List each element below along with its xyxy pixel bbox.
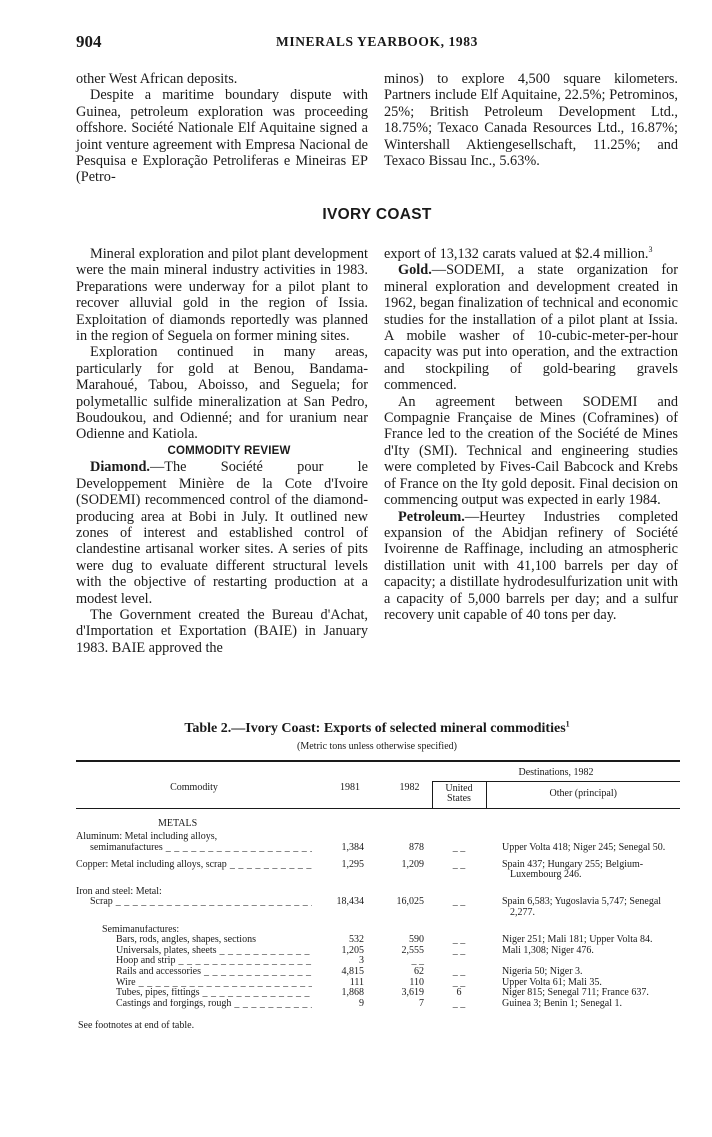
commodity-label: Tubes, pipes, fittings _ _ _ [116, 988, 312, 998]
commodity-label: Aluminum: Metal including alloys, [76, 832, 218, 843]
value-1981-cell: 1,384 [341, 841, 364, 853]
other-destinations-cell: Niger 251; Mali 181; Upper Volta 84. [502, 934, 653, 946]
value-1981-cell: 1,295 [341, 858, 364, 870]
petroleum-para [384, 509, 678, 624]
export-para [384, 246, 678, 262]
table-row [76, 956, 680, 967]
overview-para-1: Mineral exploration and pilot plant development were the main mineral industry activities in 1983. Preparations were underway for a pilot plant to recover alluvial gold in the region of Issia. Exploitation of diamonds reportedly was planned in the region of Seguela on former mining sites. [76, 246, 368, 345]
body-left-column [76, 246, 368, 656]
commodity-cell [76, 946, 312, 957]
intro-para-2: Despite a maritime boundary dispute with Guinea, petroleum exploration was proceeding offshore. Société Nationale Elf Aquitaine signed a joint venture agreement with Empresa Nacional de Pesquisa e Exploração Petroliferas e Mineiras EP (Petro- [76, 87, 368, 186]
commodity-label: Iron and steel: Metal: [76, 886, 162, 897]
united-states-cell: _ _ [452, 965, 466, 977]
value-1982-cell: 62 [414, 965, 424, 977]
commodity-cell [76, 887, 312, 898]
table-row [76, 946, 680, 957]
united-states-cell: _ _ [452, 997, 466, 1009]
commodity-label: Semimanufactures: [102, 924, 180, 935]
diamond-text: —The Société pour le Developpement Minière de la Cote d'Ivoire (SODEMI) recommenced control of the diamond-producing area at Bobi in July. It outlined new zones of interest and established control of clandestine artisanal worker sites. A series of pits were dug to evaluate different structural levels with the objective of restarting production at a modest level. [76, 459, 368, 607]
value-1982-cell: 878 [409, 841, 424, 853]
value-1981-cell: 532 [349, 934, 364, 946]
running-header [76, 32, 678, 52]
overview-para-2: Exploration continued in many areas, particularly for gold at Benou, Bandama-Marahoué, Tabou, Aboisso, and Seguela; for polymetallic sulfide mineralization at San Pedro, Boudoukou, and Odienné; and for uranium near Odienne and Katiola. [76, 344, 368, 443]
intro-right-column [384, 71, 678, 169]
united-states-cell: _ _ [452, 944, 466, 956]
table-header [76, 761, 680, 808]
petroleum-text: —Heurtey Industries completed expansion of the Abidjan refinery of Société Ivoirenne de Raffinage, including an atmospheric distillation unit with 41,100 barrels per day of capacity; a distillate hydrodesulfurization unit with a capacity of 5,000 barrels per day; and a sulfur recovery unit capable of 40 tons per day. [384, 508, 678, 623]
commodity-label: Rails and accessories _ _ _ [116, 967, 312, 977]
value-1982-cell: _ _ [411, 955, 424, 967]
commodity-cell [76, 956, 312, 967]
section-title: IVORY COAST [322, 206, 432, 223]
table-row [76, 860, 680, 881]
table-row [76, 999, 680, 1010]
header-commodity: Commodity [76, 768, 312, 808]
other-destinations-cell: Spain 6,583; Yugoslavia 5,747; Senegal 2,277. [502, 896, 662, 918]
other-destinations-cell: Upper Volta 61; Mali 35. [502, 976, 602, 988]
value-1982-cell: 1,209 [401, 858, 424, 870]
commodity-label: Wire _ _ _ [116, 978, 312, 988]
table-title [76, 721, 678, 737]
gold-run-in: Gold. [398, 262, 432, 279]
commodity-label: Bars, rods, angles, shapes, sections [116, 935, 256, 946]
footnote-reference: See footnotes at end of table. [78, 1020, 195, 1031]
commodity-cell [76, 935, 312, 946]
commodity-cell [76, 860, 312, 881]
table-title-note: 1 [565, 719, 570, 729]
header-united-states: United States [432, 781, 486, 808]
commodity-label: semimanufactures _ _ _ [90, 843, 312, 853]
exports-table-wrap [76, 760, 680, 1009]
other-destinations-cell: Nigeria 50; Niger 3. [502, 965, 583, 977]
exports-table [76, 760, 680, 1009]
header-1982: 1982 [372, 768, 432, 808]
other-destinations-cell: Niger 815; Senegal 711; France 637. [502, 987, 649, 999]
value-1981-cell: 1,868 [341, 987, 364, 999]
header-1981: 1981 [312, 768, 372, 808]
value-1981-cell: 9 [359, 997, 364, 1009]
value-1982-cell: 2,555 [401, 944, 424, 956]
export-text: export of 13,132 carats valued at $2.4 million. [384, 246, 649, 262]
intro-para-1: other West African deposits. [76, 71, 238, 87]
other-destinations-cell: Spain 437; Hungary 255; Belgium-Luxembourg 246. [502, 858, 644, 881]
commodity-cell [76, 978, 312, 989]
commodity-cell [76, 897, 312, 918]
other-destinations-cell: Mali 1,308; Niger 476. [502, 944, 594, 956]
commodity-label: Copper: Metal including alloys, scrap _ _ _ [76, 860, 312, 870]
table-subtitle: (Metric tons unless otherwise specified) [297, 741, 457, 752]
table-row [76, 843, 680, 854]
value-1981-cell: 3 [359, 955, 364, 967]
table-row [76, 967, 680, 978]
metals-heading: METALS [158, 817, 198, 829]
commodity-cell [76, 988, 312, 999]
diamond-para [76, 459, 368, 607]
page-number: 904 [76, 32, 102, 51]
value-1982-cell: 110 [409, 976, 424, 988]
other-destinations-cell: Upper Volta 418; Niger 245; Senegal 50. [502, 841, 666, 853]
value-1982-cell: 590 [409, 934, 424, 946]
gold-para [384, 262, 678, 393]
commodity-cell [76, 843, 312, 854]
header-other-principal: Other (principal) [486, 781, 680, 808]
commodity-label: Castings and forgings, rough _ _ _ [116, 999, 312, 1009]
value-1982-cell: 7 [419, 997, 424, 1009]
commodity-label: Universals, plates, sheets _ _ _ [116, 946, 312, 956]
body-right-column [384, 246, 678, 623]
united-states-cell: _ _ [452, 934, 466, 946]
intro-para-3: minos) to explore 4,500 square kilometers. Partners include Elf Aquitaine, 22.5%; Petrominos, 25%; British Petroleum Development Ltd., 18.75%; Texaco Canada Resources Ltd., 16.87%; Wintershall Aktiengesellschaft, 11.25%; and Texaco Bissau Inc., 5.63%. [384, 71, 678, 170]
other-destinations-cell: Guinea 3; Benin 1; Senegal 1. [502, 997, 622, 1009]
intro-left-column [76, 71, 368, 186]
commodity-cell [76, 925, 312, 936]
value-1982-cell: 16,025 [396, 896, 424, 908]
diamond-run-in: Diamond. [90, 459, 150, 476]
commodity-cell [76, 832, 312, 843]
united-states-cell: 6 [456, 987, 462, 999]
value-1981-cell: 1,205 [341, 944, 364, 956]
united-states-cell: _ _ [452, 858, 466, 870]
value-1981-cell: 4,815 [341, 965, 364, 977]
gold-text: —SODEMI, a state organization for mineral exploration and development created in 1962, began finalization of technical and economic studies for the installation of a pilot plant at Issia. A mobile washer of 10-cubic-meter-per-hour capacity was put into operation, and the extraction and stockpiling of gold-bearing gravels commenced. [384, 262, 678, 394]
commodity-label: Hoop and strip _ _ _ [116, 956, 312, 966]
agreement-para: An agreement between SODEMI and Compagnie Française de Mines (Coframines) of France led to the creation of the Société de Mines d'Ity (SMI). Technical and engineering studies were completed by Fives-Cail Babcock and Krebs of France on the Ity gold deposit. Final decision on commencing output was expected in early 1984. [384, 393, 678, 509]
value-1981-cell: 18,434 [336, 896, 364, 908]
united-states-cell: _ _ [452, 896, 466, 908]
table-title-text: Table 2.—Ivory Coast: Exports of selected mineral commodities [184, 721, 566, 736]
value-1982-cell: 3,619 [401, 987, 424, 999]
table-row [76, 897, 680, 918]
value-1981-cell: 111 [349, 976, 364, 988]
table-body [76, 808, 680, 1009]
united-states-cell: _ _ [452, 976, 466, 988]
baie-para: The Government created the Bureau d'Achat, d'Importation et Exportation (BAIE) in January 1983. BAIE approved the [76, 606, 368, 656]
running-title: MINERALS YEARBOOK, 1983 [276, 34, 478, 49]
footnote-ref-3: 3 [648, 245, 653, 255]
united-states-cell: _ _ [452, 841, 466, 853]
commodity-review-heading: COMMODITY REVIEW [167, 444, 291, 457]
commodity-label: Scrap _ _ _ [90, 897, 312, 907]
commodity-cell [76, 999, 312, 1010]
petroleum-run-in: Petroleum. [398, 508, 465, 525]
header-destinations: Destinations, 1982 [432, 768, 680, 781]
commodity-cell [76, 967, 312, 978]
